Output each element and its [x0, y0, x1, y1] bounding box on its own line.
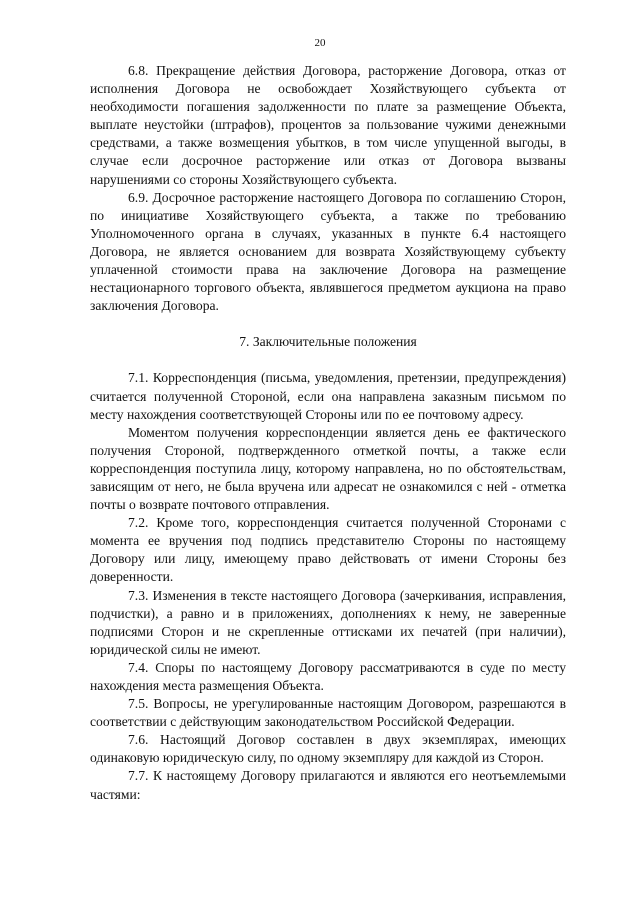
paragraph-7-3: 7.3. Изменения в тексте настоящего Договора (зачеркивания, исправления, подчистки), а равно и в приложениях, дополнениях к нему, не заверенные подписями Сторон и не скрепленные оттисками их печатей (при наличии), юридической силы не имеют.: [90, 587, 566, 657]
paragraph-7-1: 7.1. Корреспонденция (письма, уведомления, претензии, предупреждения) считается полученной Стороной, если она направлена заказным письмом по месту нахождения соответствующей Стороны или по ее почтовому адресу.: [90, 370, 566, 422]
paragraph-7-1-moment: Моментом получения корреспонденции является день ее фактического получения Стороной, подтвержденного отметкой почты, а также если корреспонденция поступила лицу, которому направлена, но по обстоятельствам, зависящим от него, не была вручена или адресат не ознакомился с ней - отметка почты о возврате почтового отправления.: [90, 424, 566, 513]
document-body: [90, 62, 566, 804]
paragraph-7-7: 7.7. К настоящему Договору прилагаются и являются его неотъемлемыми частями:: [90, 768, 566, 802]
paragraph-7-6: 7.6. Настоящий Договор составлен в двух экземплярах, имеющих одинаковую юридическую силу, по одному экземпляру для каждой из Сторон.: [90, 732, 566, 766]
section-title-final-provisions: 7. Заключительные положения: [239, 334, 417, 350]
paragraph-7-4: 7.4. Споры по настоящему Договору рассматриваются в суде по месту нахождения места размещения Объекта.: [90, 659, 566, 693]
paragraph-7-5: 7.5. Вопросы, не урегулированные настоящим Договором, разрешаются в соответствии с действующим законодательством Российской Федерации.: [90, 696, 566, 730]
paragraph-7-2: 7.2. Кроме того, корреспонденция считается полученной Сторонами с момента ее вручения под подпись представителю Стороны по настоящему Договору или лицу, имеющему право действовать от имени Стороны без доверенности.: [90, 515, 566, 585]
paragraph-6-9: 6.9. Досрочное расторжение настоящего Договора по соглашению Сторон, по инициативе Хозяйствующего субъекта, а также по требованию Уполномоченного органа в случаях, указанных в пункте 6.4 настоящего Договора, не является основанием для возврата Хозяйствующему субъекту уплаченной стоимости права на заключение Договора на размещение нестационарного торгового объекта, являвшегося предметом аукциона на право заключения Договора.: [90, 189, 566, 314]
paragraph-6-8: 6.8. Прекращение действия Договора, расторжение Договора, отказ от исполнения Договора не освобождает Хозяйствующего субъекта от необходимости погашения задолженности по плате за размещение Объекта, выплате неустойки (штрафов), процентов за пользование чужими денежными средствами, а также возмещения убытков, в том числе упущенной выгоды, в случае если досрочное расторжение или отказ от Договора вызваны нарушениями со стороны Хозяйствующего субъекта.: [90, 63, 566, 187]
page-number: 20: [314, 37, 326, 49]
